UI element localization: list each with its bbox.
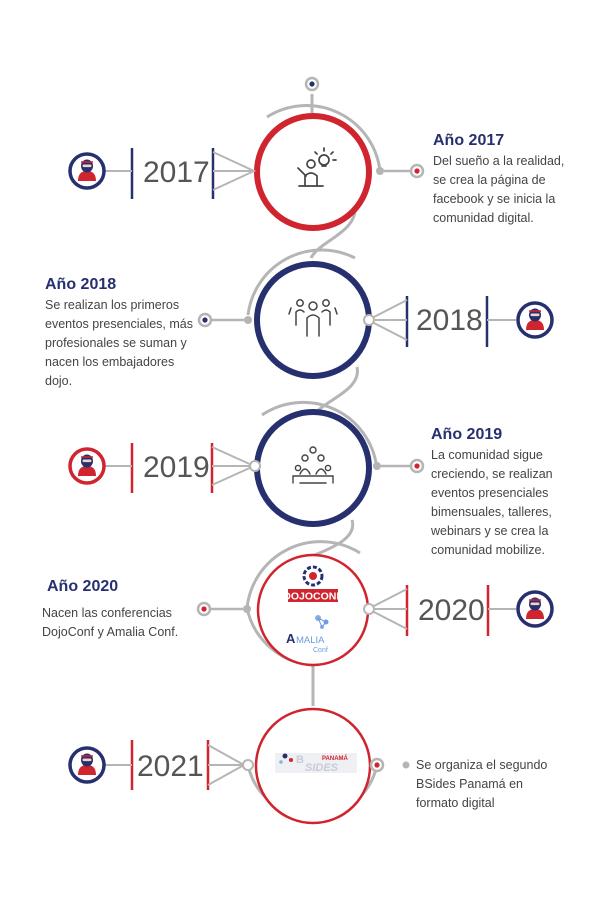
milestone-description-2017: Del sueño a la realidad, se crea la página de facebook y se inicia la comunidad digital. [433, 154, 565, 225]
amalia-text: MALIA [296, 635, 325, 646]
amalia-a: A [286, 631, 296, 646]
milestone-text-2017 [433, 132, 569, 228]
year-label-2017: 2017 [143, 156, 210, 189]
milestone-dot-2019 [373, 462, 381, 470]
milestone-text-2021 [416, 756, 576, 813]
milestone-title-2017: Año 2017 [433, 132, 505, 149]
milestone-dot-2020 [243, 605, 251, 613]
amalia-conf-text: Conf [313, 647, 328, 654]
milestone-title-2018: Año 2018 [45, 276, 117, 293]
milestone-ring-2018 [257, 264, 369, 376]
milestone-title-2019: Año 2019 [431, 426, 503, 443]
milestone-dot-2017 [376, 167, 384, 175]
milestone-2019 [70, 412, 423, 524]
bsides-logo [275, 753, 357, 774]
milestone-description-2021: Se organiza el segundo BSides Panamá en formato digital [416, 758, 548, 810]
year-label-2019: 2019 [143, 451, 210, 484]
bsides-b: B [296, 754, 304, 766]
year-label-2018: 2018 [416, 304, 483, 337]
milestone-ring-2019 [257, 412, 369, 524]
svg-text:A [286, 631, 296, 646]
milestone-2017 [70, 116, 423, 228]
bsides-sides: SIDES [305, 762, 339, 774]
bsides-panama: PANAMÁ [322, 756, 348, 762]
milestone-2018 [199, 264, 552, 376]
milestone-description-2020: Nacen las conferencias DojoConf y Amalia Conf. [42, 606, 179, 639]
milestone-ring-2017 [257, 116, 369, 228]
milestone-title-2020: Año 2020 [47, 578, 119, 595]
year-label-2020: 2020 [418, 594, 485, 627]
dojoconf-logo-text: DOJOCONF [283, 590, 343, 603]
milestone-text-2018 [45, 276, 195, 391]
milestone-dot-2018 [244, 316, 252, 324]
milestone-end-dot-2021 [403, 762, 410, 769]
milestone-description-2019: La comunidad sigue creciendo, se realizan eventos presenciales bimensuales, talleres, webinars y se crea la comunidad mobilize. [431, 448, 553, 557]
milestone-2021 [70, 709, 410, 823]
year-label-2021: 2021 [137, 750, 204, 783]
milestone-text-2019 [431, 426, 563, 560]
milestone-2020 [198, 555, 552, 665]
milestone-description-2018: Se realizan los primeros eventos presenciales, más profesionales se suman y nacen los embajadores dojo. [45, 298, 193, 388]
milestone-text-2020 [42, 578, 202, 642]
